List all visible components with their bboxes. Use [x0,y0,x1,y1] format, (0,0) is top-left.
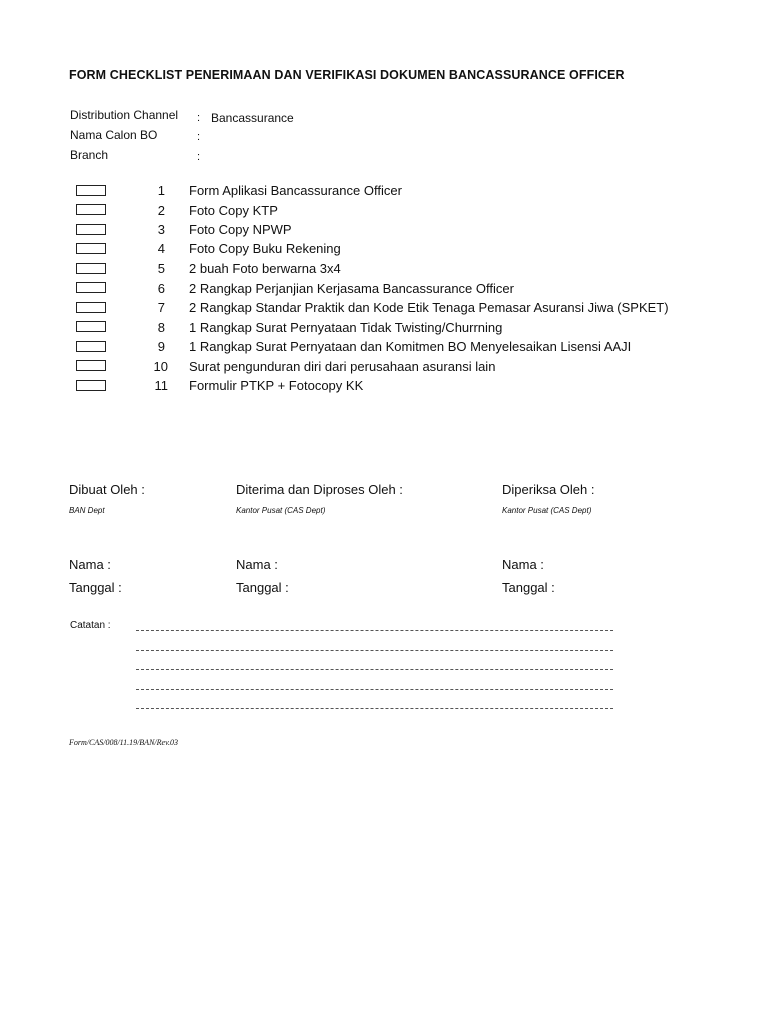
item-number: 1 [157,183,165,198]
item-text: Surat pengunduran diri dari perusahaan asuransi lain [189,359,496,374]
checkbox-item-9[interactable] [76,341,106,352]
item-text: Form Aplikasi Bancassurance Officer [189,183,402,198]
item-number: 2 [157,203,165,218]
checkbox-item-10[interactable] [76,360,106,371]
distribution-channel-value[interactable]: Bancassurance [211,111,294,125]
diperiksa-dept: Kantor Pusat (CAS Dept) [502,506,592,515]
branch-value[interactable] [211,148,411,162]
distribution-channel-label: Distribution Channel [70,108,179,122]
checkbox-item-2[interactable] [76,204,106,215]
item-number: 6 [157,281,165,296]
diterima-tanggal-label[interactable]: Tanggal : [236,580,289,595]
item-text: 2 Rangkap Perjanjian Kerjasama Bancassurance Officer [189,281,514,296]
notes-line[interactable] [136,669,613,670]
item-text: Foto Copy KTP [189,203,278,218]
item-text: 1 Rangkap Surat Pernyataan dan Komitmen BO Menyelesaikan Lisensi AAJI [189,339,632,354]
branch-label: Branch [70,148,109,162]
item-number: 7 [157,300,165,315]
item-number: 9 [157,339,165,354]
item-number: 11 [154,378,168,393]
diterima-dept: Kantor Pusat (CAS Dept) [236,506,326,515]
item-text: Formulir PTKP + Fotocopy KK [189,378,364,393]
distribution-channel-colon: : [197,112,201,124]
checkbox-item-5[interactable] [76,263,106,274]
nama-calon-bo-colon: : [197,131,201,143]
dibuat-dept: BAN Dept [69,506,105,515]
form-code: Form/CAS/008/11.19/BAN/Rev.03 [69,738,179,747]
diterima-nama-label[interactable]: Nama : [236,557,278,572]
catatan-label: Catatan : [70,620,111,631]
item-text: 1 Rangkap Surat Pernyataan Tidak Twisting/Churrning [189,320,503,335]
checkbox-item-1[interactable] [76,185,106,196]
item-number: 3 [157,222,165,237]
item-text: Foto Copy NPWP [189,222,292,237]
form-title: FORM CHECKLIST PENERIMAAN DAN VERIFIKASI DOKUMEN BANCASSURANCE OFFICER [69,68,625,82]
checkbox-item-6[interactable] [76,282,106,293]
dibuat-tanggal-label[interactable]: Tanggal : [69,580,122,595]
nama-calon-bo-label: Nama Calon BO [70,128,158,142]
notes-line[interactable] [136,650,613,651]
checkbox-item-3[interactable] [76,224,106,235]
notes-line[interactable] [136,689,613,690]
notes-line[interactable] [136,630,613,631]
item-text: Foto Copy Buku Rekening [189,241,341,256]
diterima-oleh-heading: Diterima dan Diproses Oleh : [236,482,403,497]
item-number: 8 [157,320,165,335]
item-number: 10 [153,359,168,374]
checkbox-item-8[interactable] [76,321,106,332]
item-number: 4 [157,241,165,256]
nama-calon-bo-value[interactable] [211,128,411,142]
checkbox-item-11[interactable] [76,380,106,391]
notes-line[interactable] [136,708,613,709]
checkbox-item-7[interactable] [76,302,106,313]
item-text: 2 buah Foto berwarna 3x4 [189,261,341,276]
dibuat-nama-label[interactable]: Nama : [69,557,111,572]
diperiksa-tanggal-label[interactable]: Tanggal : [502,580,555,595]
item-number: 5 [157,261,165,276]
item-text: 2 Rangkap Standar Praktik dan Kode Etik Tenaga Pemasar Asuransi Jiwa (SPKET) [189,300,669,315]
dibuat-oleh-heading: Dibuat Oleh : [69,482,145,497]
checkbox-item-4[interactable] [76,243,106,254]
diperiksa-oleh-heading: Diperiksa Oleh : [502,482,595,497]
branch-colon: : [197,151,201,163]
diperiksa-nama-label[interactable]: Nama : [502,557,544,572]
